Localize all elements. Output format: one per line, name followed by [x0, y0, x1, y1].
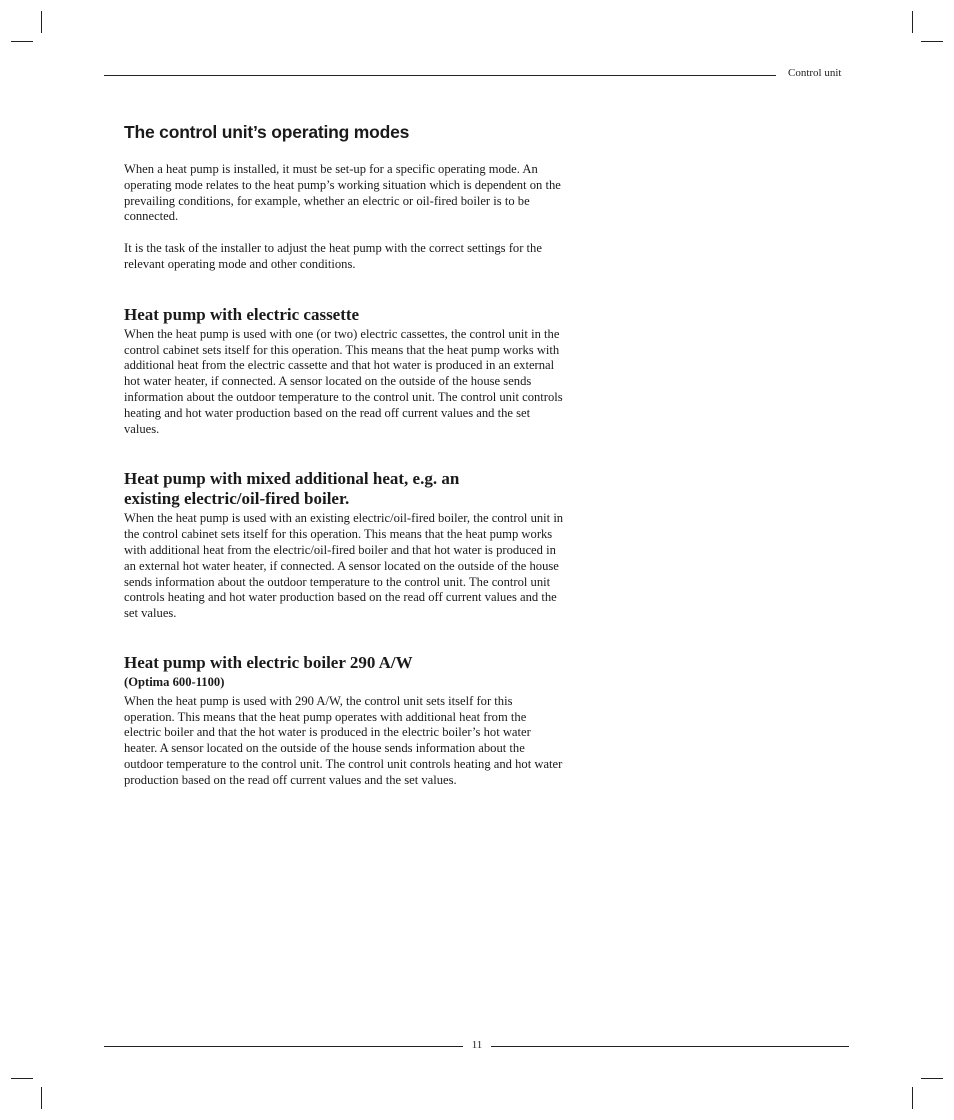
- footer-rule-right: [491, 1046, 849, 1047]
- crop-mark-bottom-right-v: [912, 1087, 913, 1109]
- crop-mark-top-left-h: [11, 41, 33, 42]
- intro-paragraph: It is the task of the installer to adjust the heat pump with the correct settings for the relevant operating mode and other conditions.: [124, 241, 542, 271]
- crop-mark-top-left-v: [41, 11, 42, 33]
- footer-rule-left: [104, 1046, 463, 1047]
- section-heading: Heat pump with electric boiler 290 A/W: [124, 652, 413, 672]
- section-body: When the heat pump is used with an existing electric/oil-fired boiler, the control unit in the control cabinet sets itself for this operation. This means that the heat pump works with additional heat from the electric/oil-fired boiler and that hot water is produced in an external hot water heater, if connected. A sensor located on the outside of the house sends information about the outdoor temperature to the control unit. The control unit controls heating and hot water production based on the read off current values and the set values.: [124, 511, 564, 621]
- section-heading-line: Heat pump with mixed additional heat, e.g. an: [124, 469, 460, 489]
- crop-mark-bottom-left-v: [41, 1087, 42, 1109]
- crop-mark-top-right-v: [912, 11, 913, 33]
- section-body: When the heat pump is used with one (or two) electric cassettes, the control unit in the control cabinet sets itself for this operation. This means that the heat pump works with additional heat from the electric cassette and that hot water is produced in an external hot water heater, if connected. A sensor located on the outside of the house sends information about the outdoor temperature to the control unit. The control unit controls heating and hot water production based on the read off current values and the set values.: [124, 326, 563, 436]
- section-heading: [124, 469, 564, 509]
- section-heading: Heat pump with electric cassette: [124, 304, 360, 324]
- section-subheading: (Optima 600-1100): [124, 674, 225, 689]
- running-head: Control unit: [788, 67, 842, 79]
- page-number: 11: [471, 1039, 483, 1051]
- crop-mark-top-right-h: [921, 41, 943, 42]
- header-rule: [104, 75, 776, 76]
- crop-mark-bottom-right-h: [921, 1078, 943, 1079]
- page-title: The control unit’s operating modes: [124, 122, 410, 142]
- page-content: [124, 121, 564, 789]
- section-body: When the heat pump is used with 290 A/W, the control unit sets itself for this operation. This means that the heat pump operates with additional heat from the electric boiler and that the hot water is produced in the electric boiler’s hot water heater. A sensor located on the outside of the house sends information about the outdoor temperature to the control unit. The control unit controls heating and hot water production based on the read off current values and the set values.: [124, 693, 563, 787]
- section-heading-line: existing electric/oil-fired boiler.: [124, 489, 350, 509]
- crop-mark-bottom-left-h: [11, 1078, 33, 1079]
- intro-paragraph: When a heat pump is installed, it must be set-up for a specific operating mode. An operating mode relates to the heat pump’s working situation which is dependent on the prevailing conditions, for example, whether an electric or oil-fired boiler is to be connected.: [124, 162, 561, 224]
